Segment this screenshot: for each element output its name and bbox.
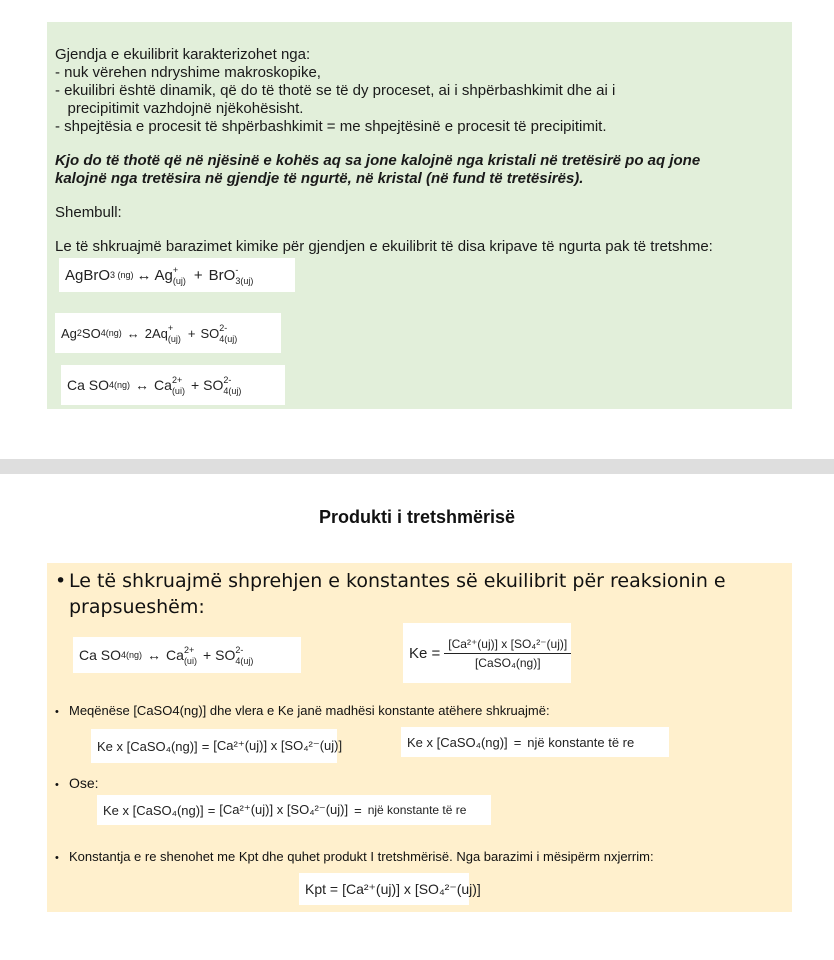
- main-bullet-line-2: prapsueshëm:: [69, 596, 205, 618]
- eq-left: Ke x [CaSO₄(ng)]: [103, 802, 204, 818]
- bullet-dot-icon: •: [55, 852, 59, 864]
- eq-phase: 3(uj): [235, 275, 254, 286]
- eq-charge: 2-: [223, 374, 232, 385]
- eq-left: Ke x [CaSO₄(ng)]: [407, 734, 508, 750]
- ke-fraction: [444, 637, 571, 670]
- eq-product-1: Ag: [154, 266, 173, 284]
- eq-lhs-2: SO: [81, 325, 101, 341]
- eq-plus: +: [190, 377, 200, 393]
- intro-text: Gjendja e ekuilibrit karakterizohet nga:: [55, 46, 311, 63]
- eq-plus: +: [193, 266, 203, 284]
- equation-ke-product: [91, 729, 343, 763]
- bullet-text: Ose:: [69, 775, 99, 791]
- kpt-lhs: Kpt =: [305, 881, 339, 897]
- bullet-konstantja: [55, 849, 654, 864]
- eq-right: një konstante të re: [527, 734, 635, 750]
- main-bullet-line-1: [55, 569, 726, 594]
- eq-product-2: SO: [200, 325, 220, 341]
- equation-caso4: [61, 365, 285, 405]
- eq-phase: 4(uj): [219, 333, 238, 344]
- kpt-expression: [299, 873, 481, 905]
- eq-equals: =: [201, 738, 210, 754]
- bullet-3: - shpejtësia e procesit të shpërbashkimit = me shpejtësinë e procesit të precipitimit.: [55, 118, 607, 135]
- eq-phase: 4(uj): [223, 385, 242, 396]
- bullet-2: - ekuilibri është dinamik, që do të thotë se të dy proceset, ai i shpërbashkimit dhe ai i: [55, 82, 616, 99]
- eq-equals: =: [513, 734, 522, 750]
- eq-phase: (uj): [172, 275, 186, 286]
- equilibrium-arrow-icon: ↔: [126, 325, 140, 341]
- ke-lhs: Ke =: [409, 644, 441, 662]
- equilibrium-arrow-icon: ↔: [135, 377, 150, 393]
- eq-left: Ke x [CaSO₄(ng)]: [97, 738, 198, 754]
- equation-agbro3: [59, 258, 295, 292]
- slide-title: Produkti i tretshmërisë: [318, 507, 516, 527]
- bullet-ose: [55, 775, 99, 791]
- eq-charge: 2+: [171, 374, 183, 385]
- kpt-rhs: [Ca²⁺(uj)] x [SO₄²⁻(uj)]: [342, 880, 481, 897]
- emphasis-line-2: kalojnë nga tretësira në gjendje të ngurtë, në kristal (në fund të tretësirës).: [55, 170, 584, 187]
- eq-charge: +: [172, 264, 179, 275]
- slide-equilibrium-panel: [47, 22, 792, 409]
- equilibrium-arrow-icon: ↔: [147, 647, 162, 663]
- eq-product-1: Ca: [166, 647, 184, 663]
- eq-lhs-sub: 2: [76, 328, 82, 338]
- eq-lhs: Ca SO: [67, 377, 110, 393]
- bullet-meqenese: [55, 703, 550, 718]
- bullet-text: Meqënëse [CaSO4(ng)] dhe vlera e Ke janë madhësi konstante atëhere shkruajmë:: [69, 703, 550, 718]
- bullet-1: - nuk vërehen ndryshime makroskopike,: [55, 64, 321, 81]
- eq-right: [Ca²⁺(uj)] x [SO₄²⁻(uj)]: [213, 738, 343, 753]
- eq-phase: (ui): [183, 655, 197, 666]
- equation-combined: [97, 795, 491, 825]
- eq-charge: 2-: [219, 322, 228, 333]
- equation-ag2so4: [55, 313, 281, 353]
- eq-product-2: SO: [215, 647, 236, 663]
- eq-charge: 2-: [235, 644, 244, 655]
- eq-charge: 2+: [183, 644, 195, 655]
- ke-numerator: [Ca²⁺(uj)] x [SO₄²⁻(uj)]: [444, 637, 571, 654]
- eq-equals: =: [207, 802, 216, 818]
- reaction-caso4: [73, 637, 301, 673]
- bullet-dot-icon: •: [55, 706, 59, 718]
- equilibrium-arrow-icon: ↔: [136, 266, 152, 284]
- main-bullet-text: Le të shkruajmë shprehjen e konstantes së ekuilibrit për reaksionin e: [69, 570, 726, 592]
- ke-denominator: [CaSO₄(ng)]: [474, 655, 541, 670]
- eq-lhs: Ag: [61, 325, 77, 341]
- equation-ke-new-constant: [401, 727, 669, 757]
- eq-middle: [Ca²⁺(uj)] x [SO₄²⁻(uj)]: [219, 802, 349, 817]
- eq-product-1: 2Aq: [144, 325, 168, 341]
- eq-lhs: Ca SO: [79, 647, 122, 663]
- bullet-text: Konstantja e re shenohet me Kpt dhe quhet produkt I tretshmërisë. Nga barazimi i mësipërm nxjerrim:: [69, 849, 654, 864]
- example-intro: Le të shkruajmë barazimet kimike për gjendjen e ekuilibrit të disa kripave të ngurta pak të tretshme:: [55, 238, 713, 255]
- bullet-2-cont: precipitimit vazhdojnë njëkohësisht.: [55, 100, 304, 117]
- eq-product-1: Ca: [154, 377, 172, 393]
- eq-plus: +: [187, 325, 196, 341]
- emphasis-line-1: Kjo do të thotë që në njësinë e kohës aq sa jone kalojnë nga kristali në tretësirë po aq jone: [55, 152, 701, 169]
- slide-solubility-product-panel: [47, 563, 792, 912]
- eq-lhs-sub: 4(ng): [100, 328, 122, 338]
- bullet-dot-icon: •: [55, 570, 67, 592]
- eq-charge: -: [235, 264, 239, 275]
- slide-separator: [0, 459, 834, 474]
- eq-phase: (ui): [171, 385, 185, 396]
- ke-expression: [403, 623, 571, 683]
- eq-equals: =: [354, 802, 362, 818]
- eq-plus: +: [202, 647, 212, 663]
- bullet-dot-icon: •: [55, 779, 59, 791]
- eq-phase: (uj): [167, 333, 181, 344]
- eq-phase: 4(uj): [235, 655, 254, 666]
- example-label: Shembull:: [55, 204, 122, 221]
- eq-right: një konstante të re: [367, 803, 467, 817]
- eq-lhs-sub: 4(ng): [109, 380, 131, 390]
- eq-product-2: SO: [203, 377, 224, 393]
- eq-lhs-sub: 4(ng): [121, 650, 143, 660]
- eq-product-2: BrO: [208, 266, 236, 284]
- eq-lhs: AgBrO: [65, 266, 111, 284]
- eq-charge: +: [167, 322, 174, 333]
- eq-lhs-sub: 3 (ng): [110, 270, 134, 280]
